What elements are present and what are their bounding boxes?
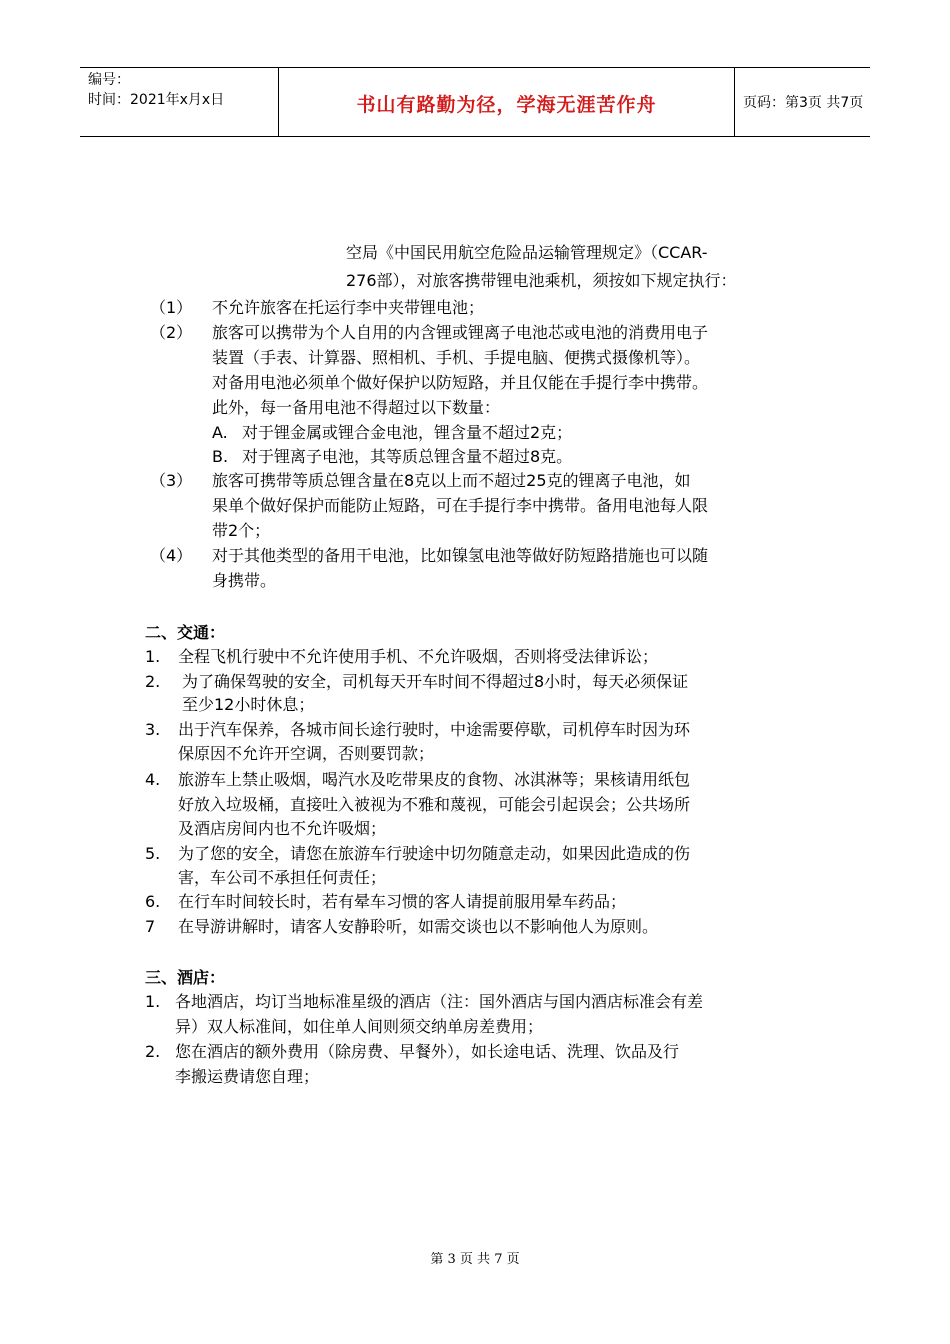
rule-text: 装置（手表、计算器、照相机、手机、手提电脑、便携式摄像机等）。 [212,348,701,367]
sub-rule-text: 对于锂离子电池，其等质总锂含量不超过8克。 [242,447,573,466]
intro-line: 空局《中国民用航空危险品运输管理规定》（CCAR- [346,243,708,262]
list-item-text: 保原因不允许开空调，否则要罚款； [178,744,435,763]
header-meta-cell [80,68,279,136]
header-page-cell [735,68,870,136]
document-number-label: 编号： [88,72,130,88]
list-item-text: 好放入垃圾桶，直接吐入被视为不雅和蔑视，可能会引起误会；公共场所 [178,795,691,814]
header-motto-cell [279,68,735,136]
list-number: 3. [145,720,161,739]
list-number: 2. [145,672,161,691]
list-item-text: 为了您的安全，请您在旅游车行驶途中切勿随意走动，如果因此造成的伤 [178,844,691,863]
document-date-label: 时间：2021年x月x日 [88,92,225,108]
list-item-text: 在行车时间较长时，若有晕车习惯的客人请提前服用晕车药品； [178,892,627,911]
rule-text: 旅客可携带等质总锂含量在8克以上而不超过25克的锂离子电池，如 [212,471,691,490]
list-item-text: 各地酒店，均订当地标准星级的酒店（注：国外酒店与国内酒店标准会有差 [175,992,704,1011]
list-item-text: 及酒店房间内也不允许吸烟； [178,819,387,838]
list-item-text: 异）双人标准间，如住单人间则须交纳单房差费用； [175,1017,544,1036]
rule-text: 身携带。 [212,571,277,590]
rule-text: 果单个做好保护而能防止短路，可在手提行李中携带。备用电池每人限 [212,496,709,515]
rule-number: （3） [150,471,193,490]
section-heading-hotel: 三、酒店： [145,968,226,987]
list-number: 6. [145,892,161,911]
list-number: 7 [145,917,156,936]
rule-number: （4） [150,546,193,565]
list-item-text: 至少12小时休息； [182,695,315,714]
list-item-text: 全程飞机行驶中不允许使用手机、不允许吸烟，否则将受法律诉讼； [178,647,659,666]
rule-number: （1） [150,298,193,317]
list-item-text: 旅游车上禁止吸烟，喝汽水及吃带果皮的食物、冰淇淋等；果核请用纸包 [178,770,691,789]
list-number: 2. [145,1042,161,1061]
section-heading-traffic: 二、交通： [145,623,226,642]
rule-text: 对备用电池必须单个做好保护以防短路，并且仅能在手提行李中携带。 [212,373,709,392]
list-number: 4. [145,770,161,789]
intro-line: 276部），对旅客携带锂电池乘机，须按如下规定执行： [346,271,737,290]
rule-text: 旅客可以携带为个人自用的内含锂或锂离子电池芯或电池的消费用电子 [212,323,709,342]
rule-number: （2） [150,323,193,342]
rule-text: 此外，每一备用电池不得超过以下数量： [212,398,501,417]
list-number: 1. [145,647,161,666]
rule-text: 带2个； [212,521,271,540]
list-item-text: 在导游讲解时，请客人安静聆听，如需交谈也以不影响他人为原则。 [178,917,659,936]
rule-text: 对于其他类型的备用干电池，比如镍氢电池等做好防短路措施也可以随 [212,546,709,565]
sub-rule-letter: A. [212,423,228,442]
list-item-text: 为了确保驾驶的安全，司机每天开车时间不得超过8小时，每天必须保证 [182,672,689,691]
header-page-info: 页码：第3页 共7页 [743,95,864,111]
rule-text: 不允许旅客在托运行李中夹带锂电池； [212,298,485,317]
header-motto: 书山有路勤为径，学海无涯苦作舟 [356,94,657,116]
sub-rule-text: 对于锂金属或锂合金电池，锂含量不超过2克； [242,423,573,442]
list-number: 1. [145,992,161,1011]
list-item-text: 害，车公司不承担任何责任； [178,868,387,887]
list-item-text: 出于汽车保养，各城市间长途行驶时，中途需要停歇，司机停车时因为环 [178,720,691,739]
list-item-text: 您在酒店的额外费用（除房费、早餐外），如长途电话、洗理、饮品及行 [175,1042,680,1061]
page-header [80,67,870,137]
list-item-text: 李搬运费请您自理； [175,1067,320,1086]
sub-rule-letter: B. [212,447,229,466]
page-footer: 第 3 页 共 7 页 [430,1252,520,1267]
list-number: 5. [145,844,161,863]
